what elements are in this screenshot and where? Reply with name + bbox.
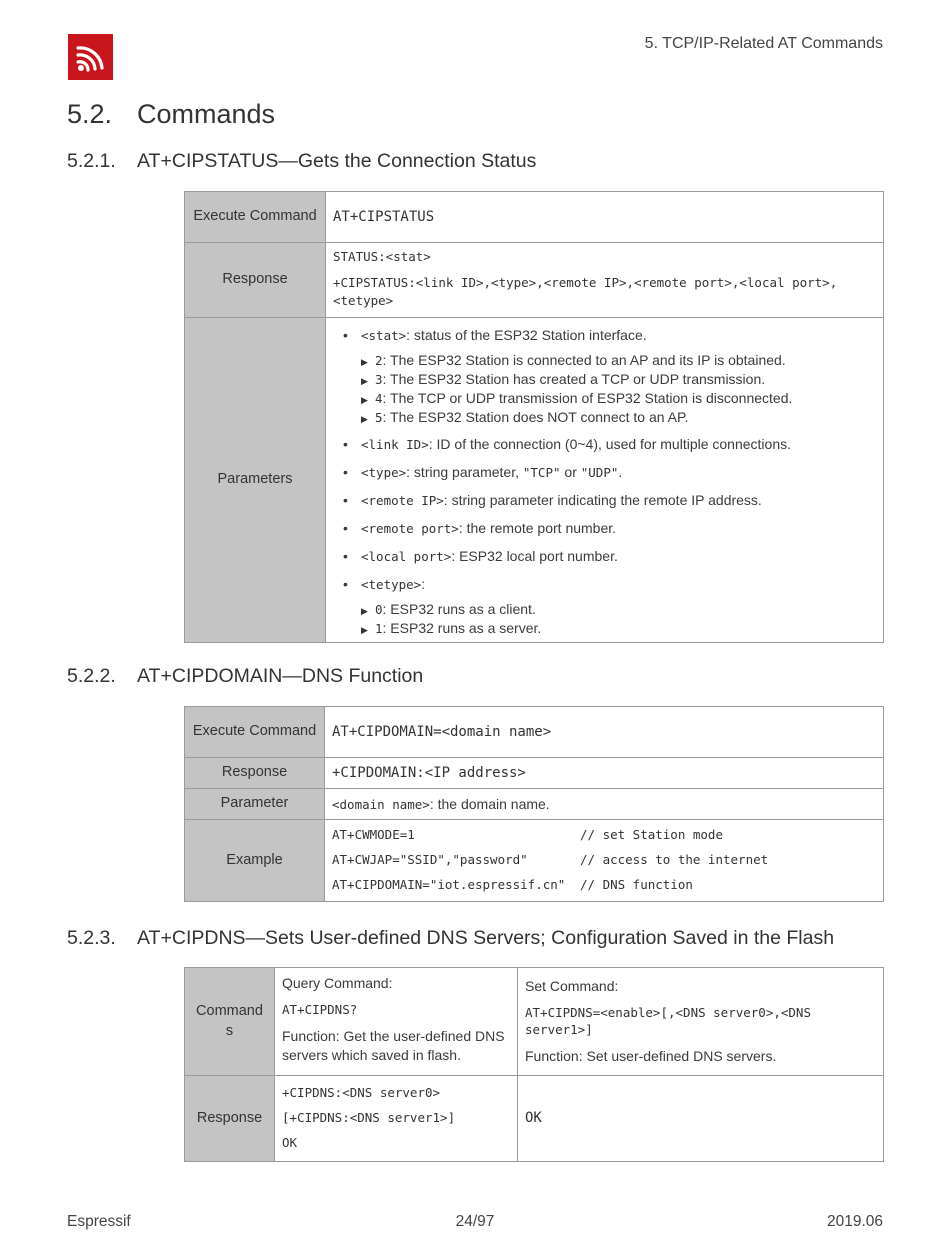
param-code: <remote port> [361, 521, 459, 537]
table-row [185, 1076, 884, 1162]
set-command-cell [518, 968, 884, 1076]
response-line: OK [282, 1134, 298, 1150]
cipdns-number: 5.2.3. [67, 927, 116, 949]
list-item [361, 619, 876, 638]
parameter-cell [325, 789, 884, 820]
table-row [185, 318, 884, 643]
cipstatus-number: 5.2.1. [67, 150, 116, 172]
example-comment: // DNS function [580, 876, 693, 892]
response-label: Response [185, 1076, 275, 1162]
section-heading [67, 99, 275, 130]
response-line: [+CIPDNS:<DNS server1>] [282, 1110, 456, 1126]
query-command-title: Query Command: [282, 975, 393, 991]
example-command: AT+CWMODE=1 [332, 827, 415, 843]
response-value: +CIPDOMAIN:<IP address> [325, 758, 884, 789]
cipdns-table [184, 967, 884, 1162]
response-label: Response [185, 758, 325, 789]
param-code: <remote IP> [361, 493, 444, 509]
commands-label: Command s [185, 968, 275, 1076]
param-desc: : The ESP32 Station is connected to an AP and its IP is obtained. [382, 351, 786, 368]
cipstatus-table [184, 191, 884, 643]
table-row [185, 707, 884, 758]
list-item [343, 326, 876, 345]
section-title: Commands [137, 99, 276, 129]
cipstatus-heading [67, 150, 536, 173]
param-code: <local port> [361, 549, 452, 565]
param-desc: . [618, 464, 623, 481]
cipdomain-heading [67, 665, 423, 688]
example-command: AT+CWJAP="SSID","password" [332, 852, 528, 868]
param-code: "UDP" [580, 465, 619, 481]
param-desc: or [560, 464, 581, 481]
triangle-bullet-icon: ▶ [361, 356, 368, 367]
triangle-bullet-icon: ▶ [361, 605, 368, 616]
list-item [343, 463, 876, 482]
example-label: Example [185, 820, 325, 902]
response-label: Response [185, 243, 326, 318]
param-code: 0 [375, 601, 383, 617]
list-item [343, 547, 876, 566]
param-desc: : ESP32 runs as a client. [382, 600, 536, 617]
bullet-icon: • [343, 327, 348, 343]
param-desc: : The ESP32 Station does NOT connect to an AP. [382, 408, 689, 425]
footer-date: 2019.06 [826, 1213, 883, 1230]
param-desc: : [421, 575, 426, 592]
bullet-icon: • [343, 575, 348, 592]
list-item [361, 351, 876, 370]
list-item [361, 600, 876, 619]
table-row [185, 789, 884, 820]
cipdns-title: AT+CIPDNS—Sets User-defined DNS Servers; Configuration Saved in the Flash [137, 927, 835, 949]
bullet-icon: • [343, 464, 348, 481]
list-item [343, 435, 876, 454]
param-code: <tetype> [361, 576, 422, 592]
execute-command-value: AT+CIPDOMAIN=<domain name> [325, 707, 884, 758]
param-desc: : ESP32 runs as a server. [382, 619, 542, 636]
param-code: 1 [375, 620, 383, 636]
stat-values-list [343, 351, 876, 427]
example-line [332, 852, 876, 869]
param-desc: : status of the ESP32 Station interface. [406, 327, 647, 343]
query-response-cell [275, 1076, 518, 1162]
param-desc: : the domain name. [429, 795, 550, 812]
table-row [185, 758, 884, 789]
table-row [185, 968, 884, 1076]
param-desc: : ESP32 local port number. [451, 548, 618, 565]
triangle-bullet-icon: ▶ [361, 394, 368, 405]
cipdomain-number: 5.2.2. [67, 665, 116, 687]
example-line [332, 877, 876, 894]
footer-company: Espressif [67, 1213, 131, 1230]
response-line: +CIPSTATUS:<link ID>,<type>,<remote IP>,<remote port>,<local port>,<tetype> [333, 275, 838, 309]
param-desc: : string parameter, [406, 464, 523, 481]
footer-page-number: 24/97 [455, 1213, 495, 1230]
param-desc: : string parameter indicating the remote IP address. [443, 492, 762, 509]
param-code: 3 [375, 371, 383, 387]
param-desc: : the remote port number. [458, 520, 617, 537]
section-number: 5.2. [67, 99, 113, 129]
parameter-label: Parameter [185, 789, 325, 820]
list-item [343, 575, 876, 594]
param-code: 4 [375, 390, 383, 406]
set-response-value: OK [518, 1076, 884, 1162]
set-command-value: AT+CIPDNS=<enable>[,<DNS server0>,<DNS server1>] [525, 1005, 811, 1037]
bullet-icon: • [343, 492, 348, 509]
triangle-bullet-icon: ▶ [361, 375, 368, 386]
param-desc: : The TCP or UDP transmission of ESP32 Station is disconnected. [382, 389, 793, 406]
param-code: <link ID> [361, 437, 429, 453]
response-line: +CIPDNS:<DNS server0> [282, 1085, 441, 1101]
param-code: <type> [361, 465, 407, 481]
param-code: <domain name> [332, 796, 430, 812]
param-desc: : The ESP32 Station has created a TCP or UDP transmission. [382, 370, 766, 387]
triangle-bullet-icon: ▶ [361, 624, 368, 635]
triangle-bullet-icon: ▶ [361, 413, 368, 424]
running-header: 5. TCP/IP-Related AT Commands [644, 35, 883, 52]
cipstatus-title: AT+CIPSTATUS—Gets the Connection Status [137, 150, 537, 172]
param-code: 5 [375, 409, 383, 425]
execute-command-value: AT+CIPSTATUS [326, 192, 884, 243]
bullet-icon: • [343, 436, 348, 453]
example-comment: // set Station mode [580, 827, 723, 843]
param-code: <stat> [361, 328, 407, 343]
example-cell [325, 820, 884, 902]
cipdns-heading [67, 927, 834, 950]
query-command-cell [275, 968, 518, 1076]
query-command-function: Function: Get the user-defined DNS servers which saved in flash. [282, 1027, 505, 1063]
execute-command-label: Execute Command [185, 707, 325, 758]
tetype-values-list [343, 600, 876, 638]
query-command-value: AT+CIPDNS? [282, 1001, 358, 1017]
list-item [361, 370, 876, 389]
bullet-icon: • [343, 520, 348, 537]
parameters-label: Parameters [185, 318, 326, 643]
param-code: 2 [375, 352, 383, 368]
param-desc: : ID of the connection (0~4), used for multiple connections. [428, 436, 791, 453]
list-item [343, 491, 876, 510]
parameters-cell [326, 318, 884, 643]
table-row [185, 192, 884, 243]
bullet-icon: • [343, 548, 348, 565]
param-code: "TCP" [522, 465, 561, 481]
response-cell [326, 243, 884, 318]
list-item [361, 389, 876, 408]
espressif-logo-icon [68, 34, 113, 80]
example-line [332, 827, 876, 844]
set-command-function: Function: Set user-defined DNS servers. [525, 1047, 777, 1064]
list-item [343, 519, 876, 538]
response-line: STATUS:<stat> [333, 249, 431, 265]
table-row [185, 243, 884, 318]
set-command-title: Set Command: [525, 978, 619, 995]
cipdomain-table [184, 706, 884, 902]
example-comment: // access to the internet [580, 852, 769, 868]
table-row [185, 820, 884, 902]
execute-command-label: Execute Command [185, 192, 326, 243]
list-item [361, 408, 876, 427]
cipdomain-title: AT+CIPDOMAIN—DNS Function [137, 665, 424, 687]
example-command: AT+CIPDOMAIN="iot.espressif.cn" [332, 876, 566, 892]
